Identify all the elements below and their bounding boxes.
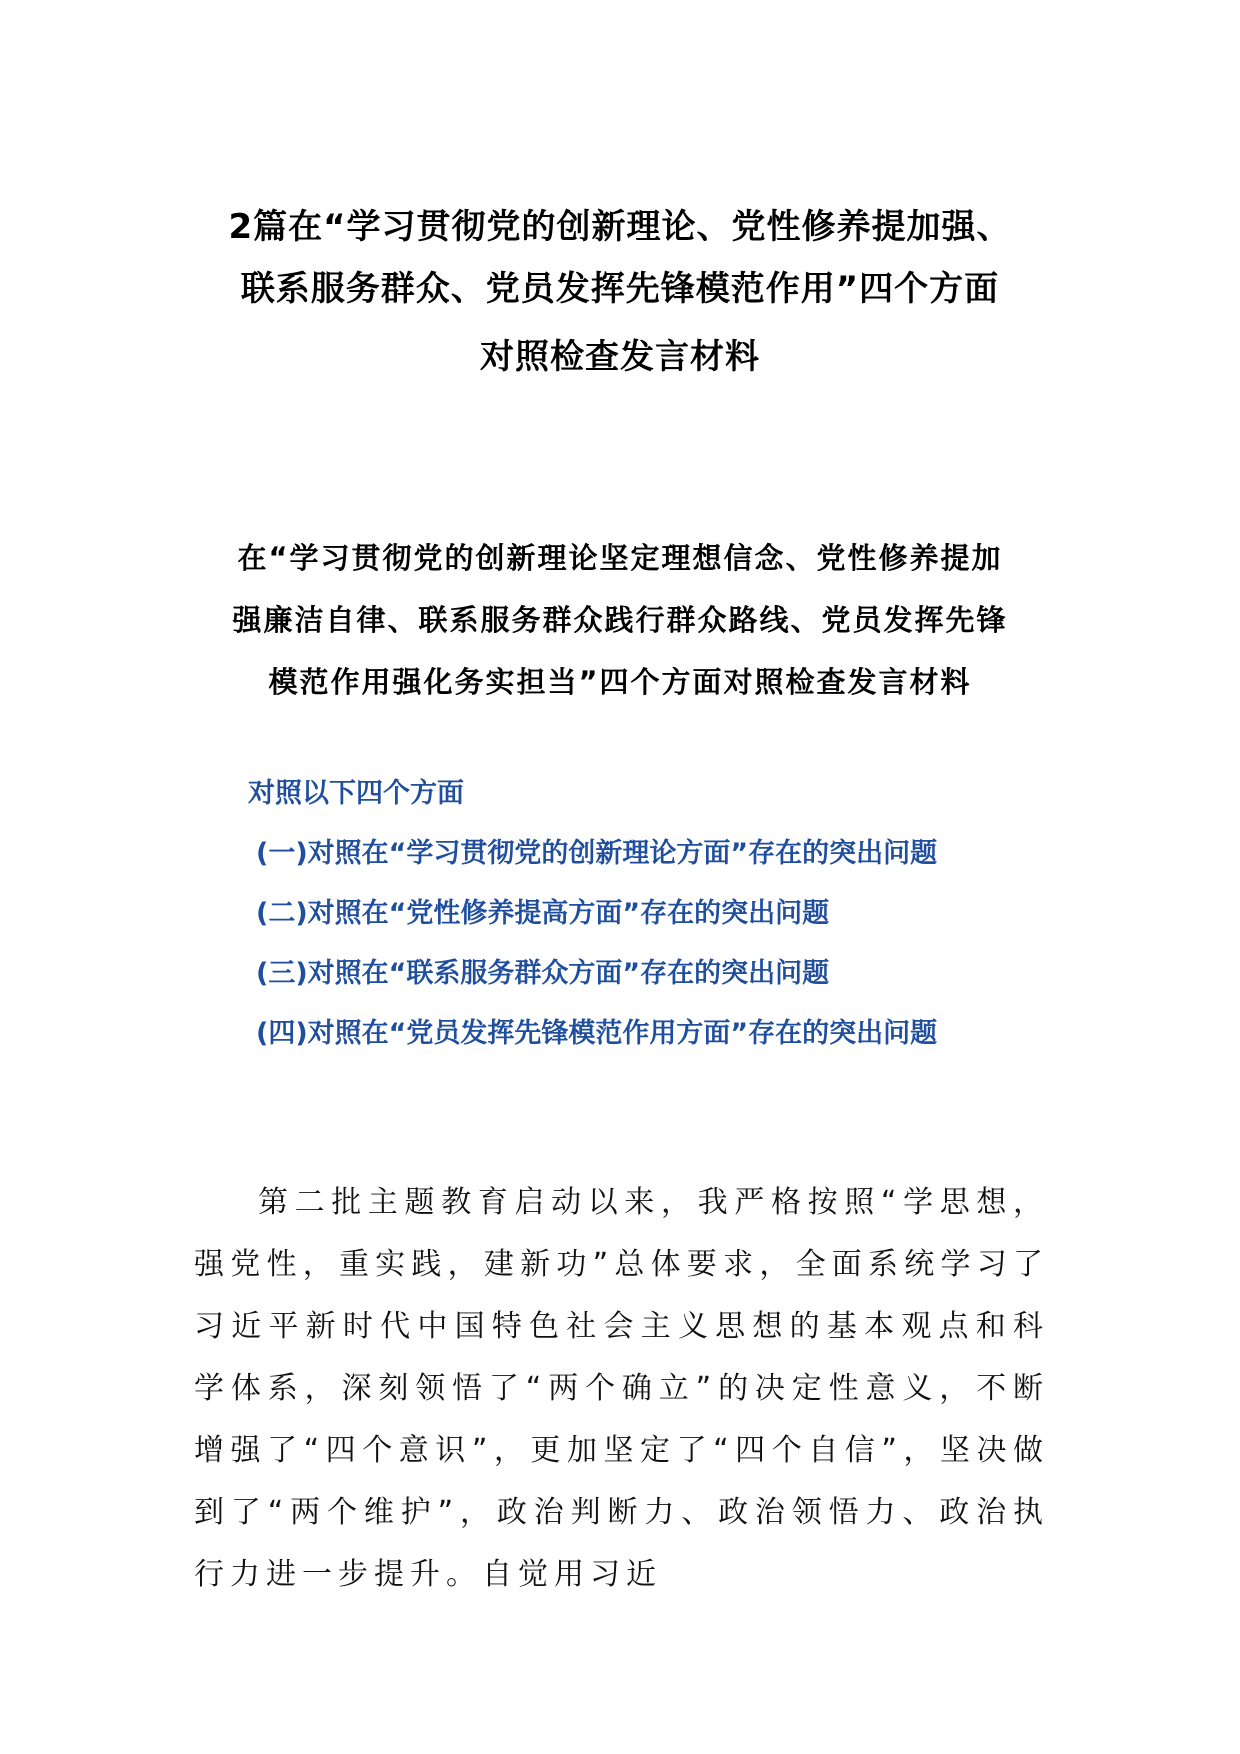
outline-item-1: (一)对照在“学习贯彻党的创新理论方面”存在的突出问题	[256, 838, 938, 869]
document-subtitle	[150, 527, 1090, 713]
outline-section	[248, 772, 1048, 1064]
body-paragraph: 第二批主题教育启动以来，我严格按照“学思想，强党性，重实践，建新功”总体要求，全面系统学习了习近平新时代中国特色社会主义思想的基本观点和科学体系，深刻领悟了“两个确立”的决定性意义，不断增强了“四个意识”，更加坚定了“四个自信”，坚决做到了“两个维护”，政治判断力、政治领悟力、政治执行力进一步提升。自觉用习近	[194, 1185, 1049, 1592]
subtitle-line-3: 模范作用强化务实担当”四个方面对照检查发言材料	[268, 665, 972, 699]
title-line-1: 2篇在“学习贯彻党的创新理论、党性修养提加强、	[228, 207, 1012, 247]
outline-item-2: (二)对照在“党性修养提高方面”存在的突出问题	[256, 898, 830, 929]
outline-heading: 对照以下四个方面	[248, 778, 464, 809]
subtitle-line-2: 强廉洁自律、联系服务群众践行群众路线、党员发挥先锋	[232, 603, 1008, 637]
title-line-3: 对照检查发言材料	[480, 337, 760, 377]
document-title	[150, 196, 1090, 388]
title-line-2: 联系服务群众、党员发挥先锋模范作用”四个方面	[240, 269, 1000, 309]
outline-item-4: (四)对照在“党员发挥先锋模范作用方面”存在的突出问题	[256, 1018, 938, 1049]
subtitle-line-1: 在“学习贯彻党的创新理论坚定理想信念、党性修养提加	[237, 541, 1003, 575]
outline-item-3: (三)对照在“联系服务群众方面”存在的突出问题	[256, 958, 830, 989]
